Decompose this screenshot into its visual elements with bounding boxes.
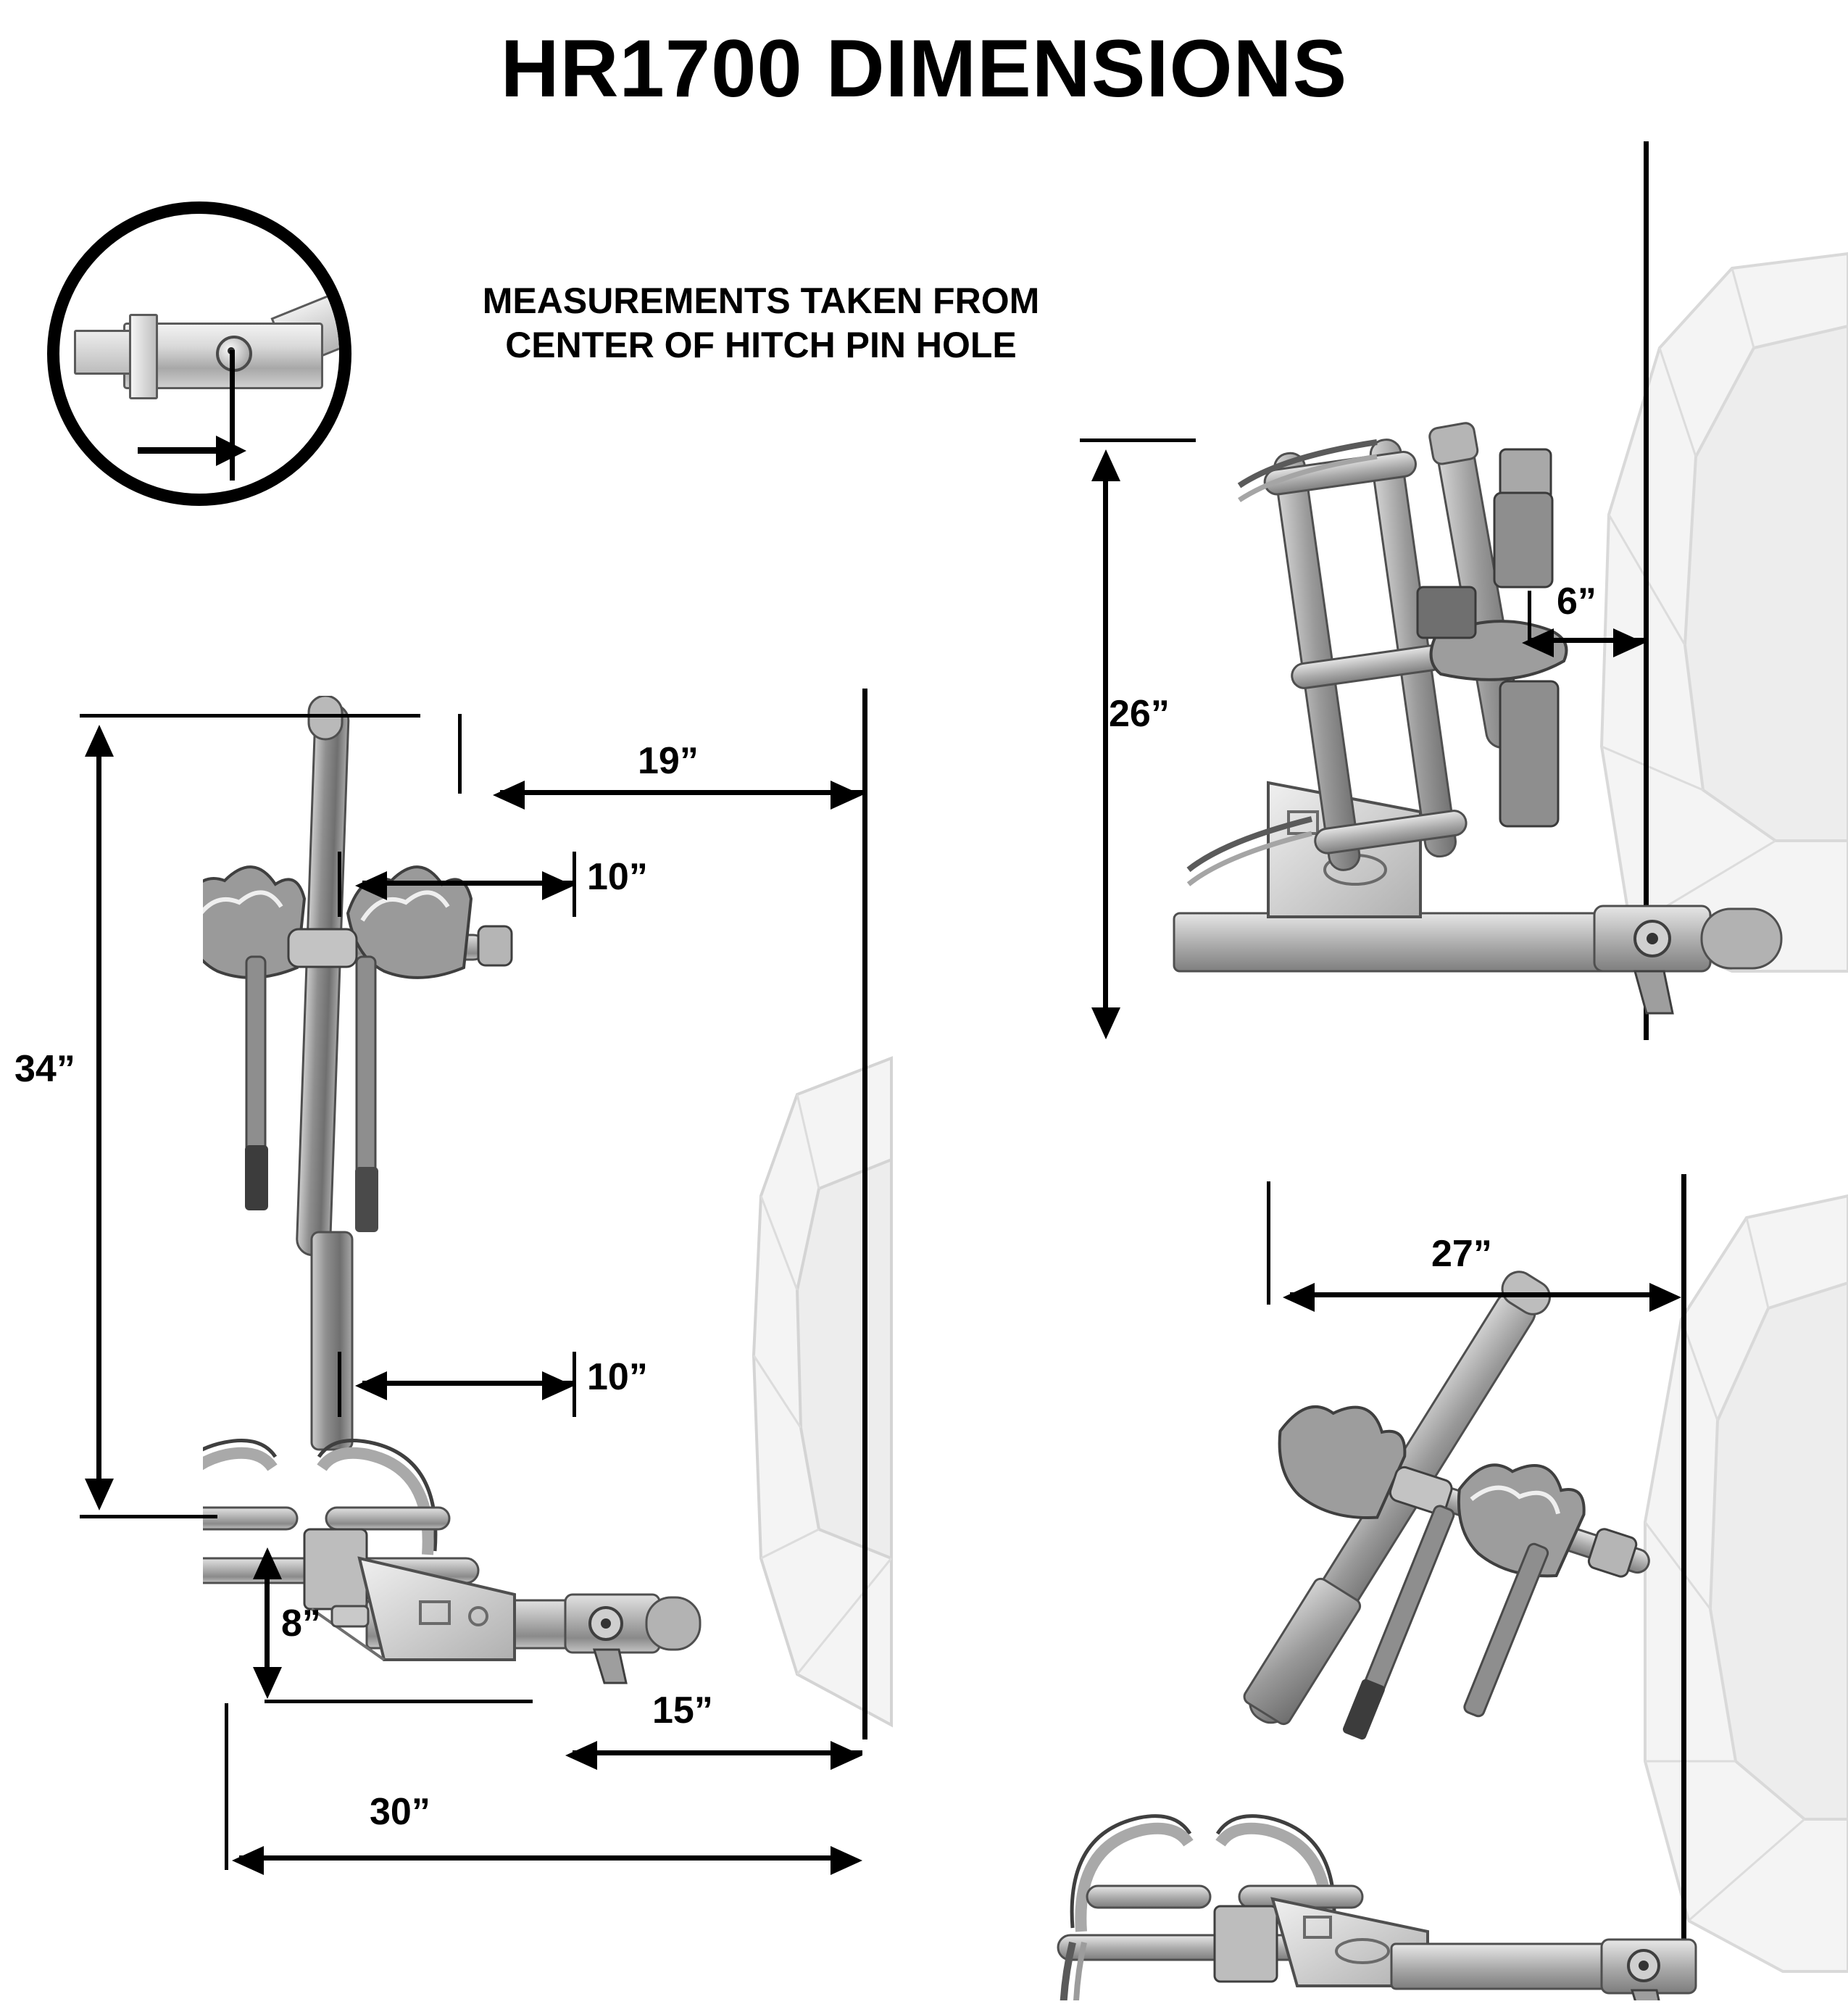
dim-line-26 [1103,464,1108,1022]
hitch-collar-plate [129,314,158,399]
ext-line-27-left [1267,1181,1270,1305]
vehicle-face-datum-line-front-view [862,689,867,1739]
dim-arrow-10-upper-right [542,871,574,900]
dim-label-19: 19” [638,740,699,782]
dim-arrow-30-left [232,1846,264,1875]
dim-label-15: 15” [652,1689,713,1732]
ext-line-30-left [225,1703,228,1870]
dim-arrow-8-down [253,1667,282,1699]
ext-line-10-lower-left [338,1352,341,1417]
dim-line-10-lower [362,1381,573,1386]
hitch-pin-hole-detail-content [59,214,339,494]
dim-arrow-26-down [1091,1007,1120,1039]
hitch-shank [74,330,136,375]
page-title: HR1700 DIMENSIONS [500,23,1348,114]
rack-illustration-side-view-up [1160,406,1812,1058]
dim-label-8: 8” [281,1602,321,1645]
dim-label-27: 27” [1431,1233,1492,1275]
ext-line-34-top [80,714,420,718]
dim-arrow-6-left [1522,628,1554,657]
dim-arrow-15-left [565,1741,597,1770]
dim-arrow-6-right [1613,628,1645,657]
ext-line-26-top [1080,438,1196,442]
dim-label-10-lower: 10” [587,1356,648,1398]
dim-label-6: 6” [1557,581,1597,623]
dim-arrow-30-right [831,1846,862,1875]
dim-label-30: 30” [370,1791,430,1833]
measurement-note-line-1: MEASUREMENTS TAKEN FROM [482,280,1040,321]
dim-arrow-10-upper-left [355,871,387,900]
dim-arrow-34-down [85,1479,114,1510]
ext-line-19-left [458,714,462,794]
dim-arrow-19-left [493,781,525,810]
dim-arrow-8-up [253,1547,282,1579]
ext-line-34-bottom [80,1515,217,1518]
dim-line-19 [500,790,862,795]
dim-arrow-27-left [1283,1283,1315,1312]
rack-illustration-side-view-down [1044,1218,1739,2000]
dim-arrow-19-right [831,781,862,810]
dim-label-10-upper: 10” [587,856,648,898]
detail-arrow-shaft [138,447,222,454]
dim-arrow-10-lower-left [355,1371,387,1400]
dim-line-27 [1290,1292,1660,1297]
ext-line-6-left [1528,591,1531,645]
hitch-pin-hole-detail-circle [47,201,351,506]
dim-arrow-27-right [1649,1283,1681,1312]
dim-arrow-34-up [85,725,114,757]
dim-line-15 [573,1750,862,1755]
ext-line-10-upper-left [338,852,341,917]
ext-line-10-upper-right [573,852,576,917]
measurement-note-line-2: CENTER OF HITCH PIN HOLE [505,325,1017,365]
dim-line-30 [239,1855,841,1861]
dim-arrow-15-right [831,1741,862,1770]
rack-illustration-front-view [203,696,739,1725]
dim-arrow-10-lower-right [542,1371,574,1400]
ext-line-10-lower-right [573,1352,576,1417]
dim-label-26: 26” [1109,693,1170,735]
dim-arrow-26-up [1091,449,1120,481]
dim-line-10-upper [362,881,573,886]
ext-line-8-bottom [265,1700,533,1703]
measurement-note [435,279,1087,367]
dim-line-34 [96,739,101,1493]
detail-arrow-head [216,436,246,466]
dim-label-34: 34” [14,1048,75,1090]
